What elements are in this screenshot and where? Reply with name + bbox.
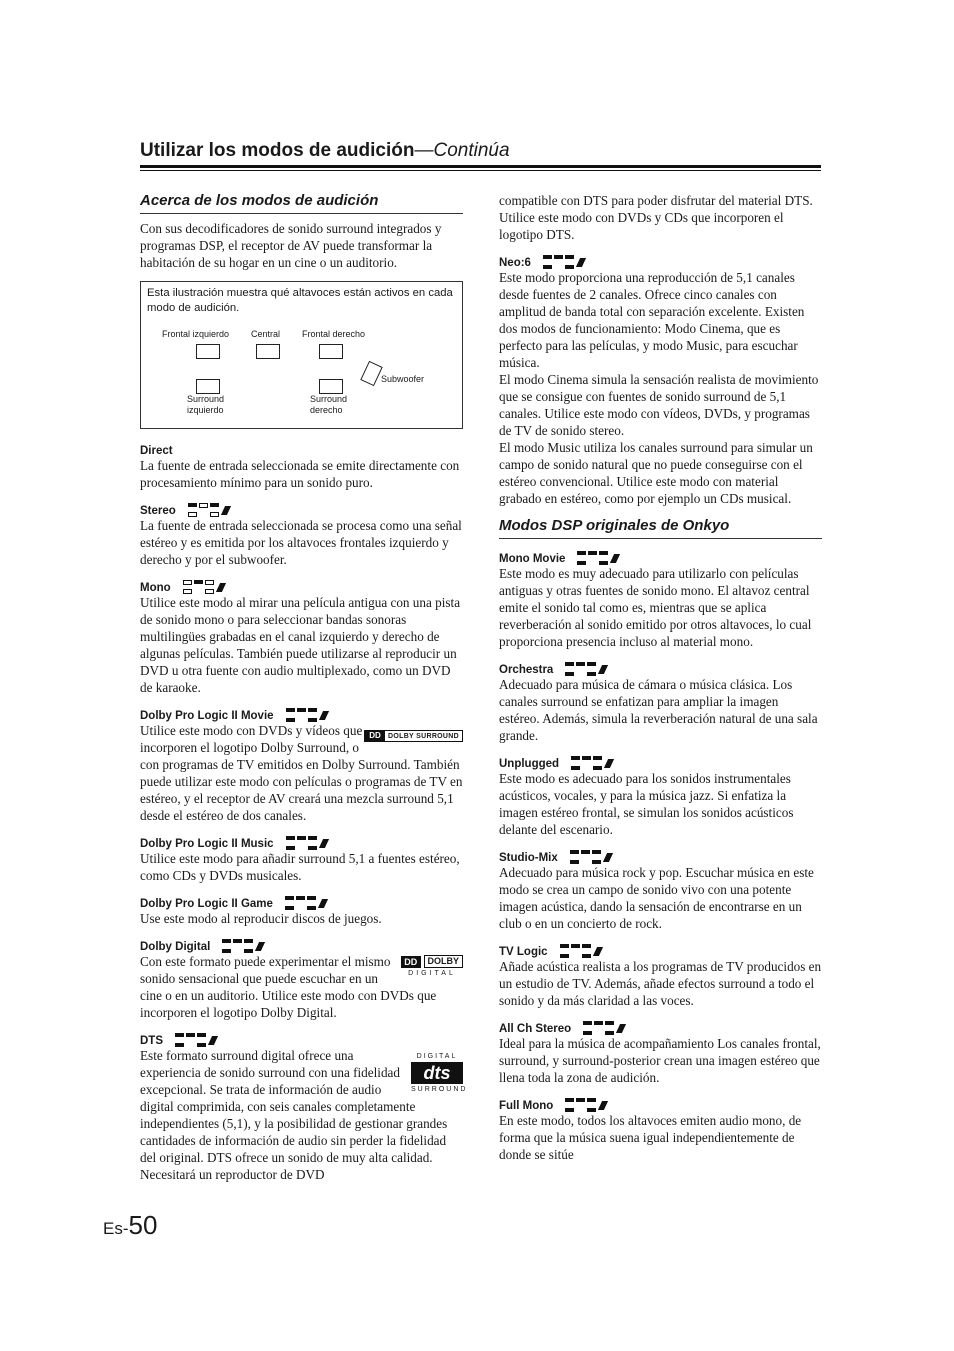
front-left-speaker-icon (196, 344, 220, 359)
label-subwoofer: Subwoofer (381, 374, 425, 384)
mode-text-dpl2-game: Use este modo al reproducir discos de juegos. (140, 911, 382, 926)
speaker-config-icon (222, 937, 263, 953)
mode-heading-orchestra: Orchestra (499, 658, 822, 676)
mode-text-dpl2-movie: Utilice este modo con DVDs y vídeos que incorporen el logotipo Dolby Surround, o con programas de TV emitidos en Dolby Surround. También puede utilizar este modo con películas o programas de TV en estéreo, y el receptor de AV creará una mezcla surround 5,1 desde el estéreo de dos canales. (140, 723, 463, 823)
mode-text-all-ch-stereo: Ideal para la música de acompañamiento Los canales frontal, surround, y surround-posterior crean una imagen estéreo que llena toda la zona de audición. (499, 1036, 821, 1085)
right-column (499, 192, 822, 1163)
dolby-digital-logo: DD DOLBY DIGITAL (401, 955, 463, 977)
mode-heading-neo6: Neo:6 (499, 251, 822, 269)
speaker-illustration (140, 281, 463, 429)
mode-text-direct: La fuente de entrada seleccionada se emite directamente con procesamiento mínimo para un sonido puro. (140, 458, 460, 490)
neo6-text-1: Este modo proporciona una reproducción de 5,1 canales desde fuentes de 2 canales. Ofrece cinco canales con amplitud de banda total con separación excelente. Existen dos modos de funcionamiento: Modo Cinema, que es perfecto para las películas, y modo Music, para escuchar música. (499, 270, 805, 370)
front-right-speaker-icon (319, 344, 343, 359)
speaker-config-icon (577, 549, 618, 565)
mode-text-dts: Este formato surround digital ofrece una experiencia de sonido surround con una fidelidad excepcional. Se trata de información de audio digital comprimida, con seis canales completamente independientes (5,1), y la posibilidad de gestionar grandes cantidades de información de audio sin perder la fidelidad del original. DTS ofrece un sonido de muy alta calidad. Necesitará un reproductor de DVD (140, 1048, 448, 1182)
mode-heading-dpl2-music: Dolby Pro Logic II Music (140, 832, 463, 850)
surround-right-speaker-icon (319, 379, 343, 394)
section-title-onkyo-dsp: Modos DSP originales de Onkyo (499, 517, 822, 539)
mode-text-unplugged: Este modo es adecuado para los sonidos instrumentales acústicos, vocales, y para la música jazz. Si enfatiza la imagen estéreo frontal, se simulan los sonidos acústicos delante del escenario. (499, 771, 794, 837)
label-front-right: Frontal derecho (302, 329, 366, 339)
center-speaker-icon (256, 344, 280, 359)
header-subtitle: —Continúa (414, 140, 510, 161)
speaker-config-icon (571, 754, 612, 770)
neo6-text-3: El modo Music utiliza los canales surround para simular un campo de sonido natural que no puede conseguirse con el estéreo convencional. Utilice este modo con material grabado en estéreo, como por ejemplo un CDs musical. (499, 440, 813, 506)
speaker-config-icon (183, 578, 224, 594)
surround-left-speaker-icon (196, 379, 220, 394)
mode-text-dolby-digital: Con este formato puede experimentar el mismo sonido sensacional que puede escuchar en un cine o en un auditorio. Utilice este modo con DVDs que incorporen el logotipo Dolby Digital. (140, 954, 437, 1020)
speaker-config-icon (560, 942, 601, 958)
mode-text-studio-mix: Adecuado para música rock y pop. Escuchar música en este modo se crea un campo de sonido vivo con una potente imagen acústica, dando la sensación de encontrarse en un club o en un concierto de rock. (499, 865, 814, 931)
label-surround-left: Surround izquierdo (187, 394, 225, 415)
mode-heading-stereo: Stereo (140, 499, 463, 517)
mode-heading-unplugged: Unplugged (499, 752, 822, 770)
dts-logo: DIGITAL dts SURROUND (411, 1053, 468, 1093)
mode-heading-all-ch-stereo: All Ch Stereo (499, 1017, 822, 1035)
mode-text-full-mono: En este modo, todos los altavoces emiten audio mono, de forma que la música suena igual independientemente de donde se sitúe (499, 1113, 802, 1162)
label-front-left: Frontal izquierdo (162, 329, 230, 339)
mode-text-stereo: La fuente de entrada seleccionada se procesa como una señal estéreo y es emitida por los altavoces frontales izquierdo y derecho y por el subwoofer. (140, 518, 462, 567)
mode-text-tv-logic: Añade acústica realista a los programas de TV producidos en un estudio de TV. Además, añade efectos surround a todo el sonido y da más claridad a las voces. (499, 959, 822, 1008)
mode-heading-tv-logic: TV Logic (499, 940, 822, 958)
header-title: Utilizar los modos de audición (140, 140, 415, 161)
dts-continued-text: compatible con DTS para poder disfrutar del material DTS. Utilice este modo con DVDs y CDs que incorporen el logotipo DTS. (499, 193, 813, 242)
speaker-config-icon (175, 1031, 216, 1047)
mode-heading-mono: Mono (140, 576, 463, 594)
speaker-config-icon (570, 848, 611, 864)
left-column (140, 192, 468, 1183)
mode-heading-dolby-digital: Dolby Digital (140, 935, 463, 953)
mode-heading-dpl2-movie: Dolby Pro Logic II Movie (140, 704, 463, 722)
subwoofer-speaker-icon (360, 361, 382, 386)
mode-text-mono: Utilice este modo al mirar una película antigua con una pista de sonido mono o para seleccionar bandas sonoras multilingües grabadas en el canal izquierdo y derecho de algunas películas. También puede utilizarse al reproducir un DVD u otra fuente con audio multiplexado, como un DVD de karaoke. (140, 595, 461, 695)
section-title-about: Acerca de los modos de audición (140, 192, 463, 214)
intro-text: Con sus decodificadores de sonido surround integrados y programas DSP, el receptor de AV puede transformar la habitación de su hogar en un cine o un auditorio. (140, 221, 442, 270)
speaker-config-icon (543, 253, 584, 269)
neo6-text-2: El modo Cinema simula la sensación realista de movimiento que se consigue con fuentes de sonido surround de 5,1 canales. Utilice este modo con vídeos, DVDs, y programas de TV de sonido stereo. (499, 372, 819, 438)
mode-heading-dpl2-game: Dolby Pro Logic II Game (140, 892, 463, 910)
mode-heading-mono-movie: Mono Movie (499, 547, 822, 565)
speaker-config-icon (286, 706, 327, 722)
speaker-config-icon (188, 501, 229, 517)
label-surround-right: Surround derecho (310, 394, 348, 415)
page-header (140, 140, 510, 162)
page-number: Es-50 (103, 1210, 158, 1240)
mode-text-dpl2-music: Utilice este modo para añadir surround 5,1 a fuentes estéreo, como CDs y DVDs musicales. (140, 851, 460, 883)
mode-heading-dts: DTS (140, 1029, 463, 1047)
mode-text-orchestra: Adecuado para música de cámara o música clásica. Los canales surround se enfatizan para ampliar la imagen estéreo. Además, simula la reverberación natural de una sala grande. (499, 677, 818, 743)
mode-heading-direct: Direct (140, 445, 173, 457)
speaker-config-icon (583, 1019, 624, 1035)
speaker-config-icon (285, 894, 326, 910)
header-rule (140, 165, 821, 168)
dolby-surround-logo: DD DOLBY SURROUND (364, 730, 463, 742)
mode-heading-full-mono: Full Mono (499, 1094, 822, 1112)
mode-heading-studio-mix: Studio-Mix (499, 846, 822, 864)
speaker-config-icon (565, 1096, 606, 1112)
header-rule-thin (140, 170, 821, 171)
mode-text-mono-movie: Este modo es muy adecuado para utilizarlo con películas antiguas y otras fuentes de sonido mono. El altavoz central emite el sonido tal como es, mientras que se aplica reverberación al sonido emitido por otros altavoces, lo cual proporciona presencia incluso al material mono. (499, 566, 812, 649)
illustration-caption: Esta ilustración muestra qué altavoces están activos en cada modo de audición. (147, 287, 453, 314)
speaker-config-icon (286, 834, 327, 850)
speaker-config-icon (565, 660, 606, 676)
label-center: Central (251, 329, 281, 339)
